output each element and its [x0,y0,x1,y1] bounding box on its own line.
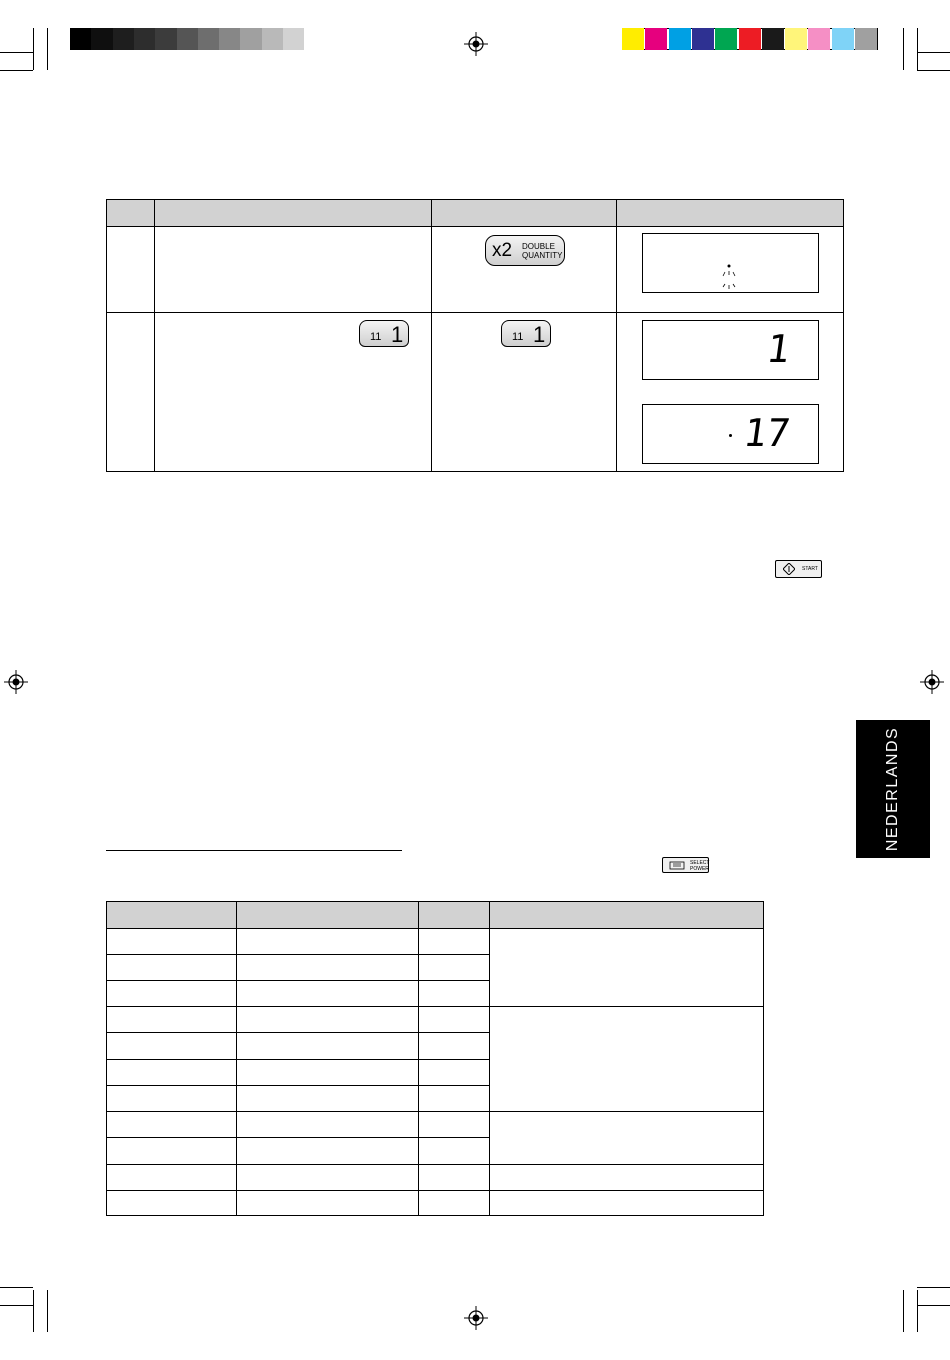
table-row-divider [107,1059,489,1060]
color-swatch [762,28,784,50]
color-swatch [808,28,830,50]
gray-swatch [91,28,113,50]
power-key-line1: SELECT [690,860,710,866]
display-dot [729,434,732,437]
table-row-divider [107,980,489,981]
menu-key-1[interactable] [501,320,551,347]
start-diamond-icon [783,563,795,575]
menu-key-1-instruction[interactable] [359,320,409,347]
menu-key-big: 1 [533,322,546,347]
color-swatch [832,28,854,50]
language-tab [856,720,930,858]
color-swatch [622,28,644,50]
display-row2-bottom [642,404,819,464]
registration-mark-bottom [464,1306,488,1330]
table-row-divider [107,1032,489,1033]
gray-swatch [198,28,220,50]
step-table-header [107,200,843,227]
color-swatch [715,28,737,50]
double-quantity-line1: DOUBLE [522,242,555,251]
table-row-divider [107,1111,763,1112]
menu-key-small: 11 [370,331,382,343]
table-row-divider [107,1006,763,1007]
gray-swatch [304,28,326,50]
start-key[interactable] [775,560,822,578]
color-swatch [855,28,877,50]
select-power-key[interactable] [662,857,709,873]
power-table [106,901,764,1216]
language-tab-label: NEDERLANDS [884,726,901,852]
registration-mark-right [920,670,944,694]
registration-mark-left [4,670,28,694]
double-quantity-symbol: x2 [492,240,513,261]
gray-swatch [219,28,241,50]
display-row2-top [642,320,819,380]
table-row-divider [107,1164,763,1165]
power-level-icon [669,861,685,870]
power-key-line2: POWER [690,866,709,872]
start-key-label: START [802,566,818,572]
registration-mark-top [464,32,488,56]
double-quantity-key[interactable] [485,235,565,266]
gray-swatch [113,28,135,50]
section-underline [106,850,402,851]
gray-swatch [177,28,199,50]
menu-key-big: 1 [391,322,404,347]
gray-swatch [134,28,156,50]
color-swatch [739,28,761,50]
table-row-divider [107,1137,489,1138]
gray-swatch [155,28,177,50]
table-row-divider [107,1085,489,1086]
color-swatch [645,28,667,50]
display-row2-bottom-value: 17 [741,411,794,455]
color-swatch [669,28,691,50]
color-swatch [785,28,807,50]
power-table-header [107,902,763,929]
gray-swatch [262,28,284,50]
color-swatch [692,28,714,50]
table-row-divider [107,1190,763,1191]
table-row-divider [107,954,489,955]
step-table [106,199,844,472]
flashing-indicator-icon [721,262,737,292]
double-quantity-line2: QUANTITY [522,251,563,260]
menu-key-small: 11 [512,331,524,343]
display-row1 [642,233,819,293]
gray-swatch [283,28,305,50]
gray-swatch [70,28,92,50]
gray-swatch [240,28,262,50]
display-row2-top-value: 1 [764,327,794,371]
